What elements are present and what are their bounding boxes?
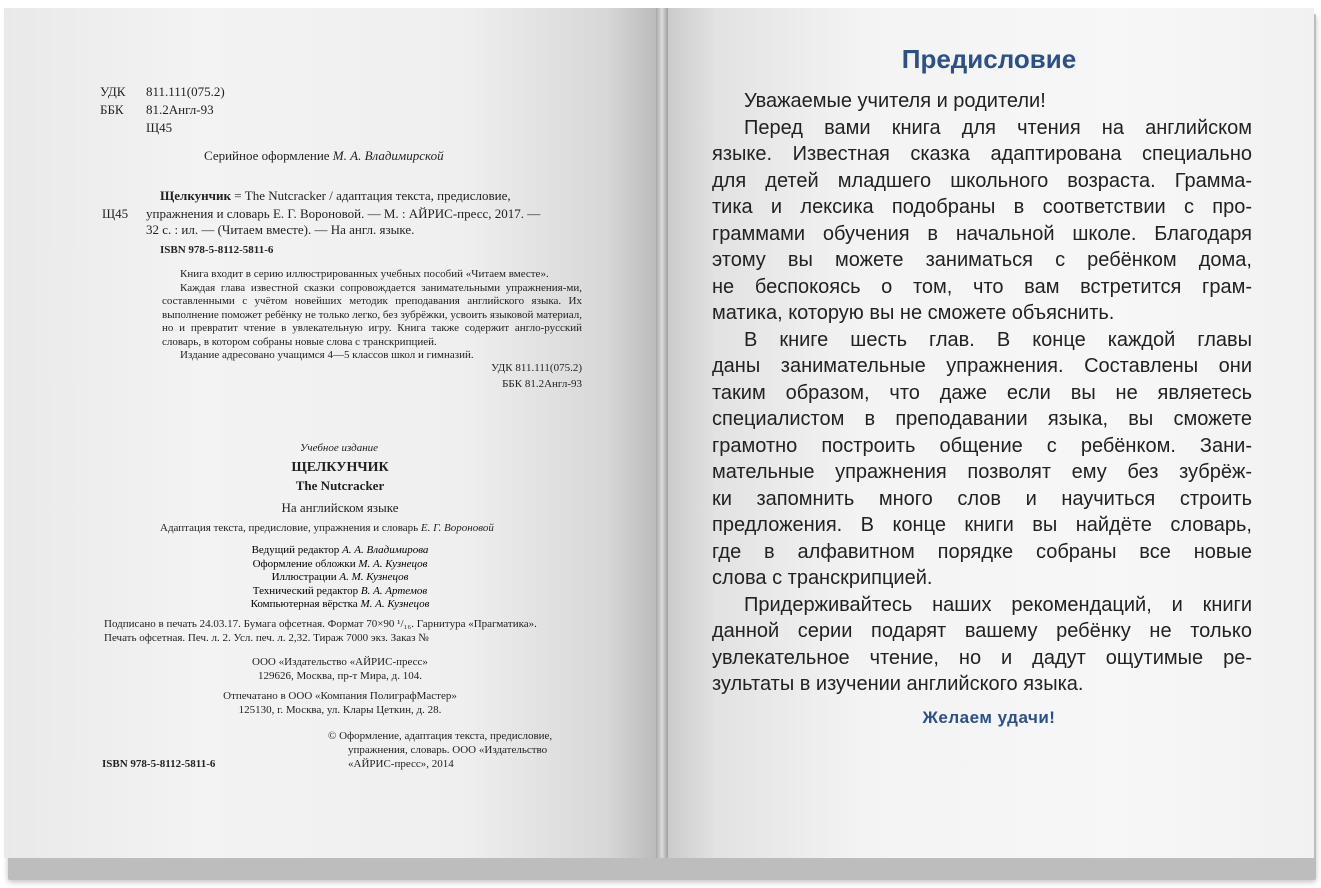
- preface-paragraph: [712, 88, 1252, 115]
- preface-line: ки запомнить много слов и научиться строить: [712, 487, 1252, 510]
- copyright-line-3: «АЙРИС-пресс», 2014: [348, 758, 454, 770]
- edition-type: Учебное издание: [300, 442, 379, 454]
- credit-name: В. А. Артемов: [360, 584, 428, 597]
- biblio-line-2: упражнения и словарь Е. Г. Вороновой. — М. : АЙРИС-пресс, 2017. —: [146, 206, 541, 221]
- book-spine: [656, 8, 668, 858]
- credit-name: А. М. Кузнецов: [339, 571, 409, 583]
- annotation-paragraph: Каждая глава известной сказки сопровождается занимательными упражнения-ми, составленными с учётом новейших методик преподавания английского языка. Их выполнение поможет ребёнку не только легко, без зубрёжки, усвоить языковой материал, но и превратит чтение в увлекательную игру. Книга также содержит англо-русский словарь, в котором собраны новые слова с транскрипцией.: [162, 281, 582, 348]
- udk-value: 811.111(075.2): [146, 84, 225, 99]
- language-note: На английском языке: [281, 500, 399, 515]
- preface-line: предложения. В конце книги вы найдёте словарь,: [712, 514, 1252, 536]
- biblio-line-3: 32 с. : ил. — (Читаем вместе). — На англ. языке.: [146, 222, 415, 237]
- adaptation-name: Е. Г. Вороновой: [420, 522, 494, 534]
- biblio-title: Щелкунчик: [160, 188, 231, 203]
- author-sign: Щ45: [146, 120, 173, 135]
- credit-role: Оформление обложки: [252, 557, 356, 570]
- credit-name: М. А. Кузнецов: [358, 557, 428, 570]
- preface-line: слова с транскрипцией.: [712, 567, 933, 589]
- credit-role: Ведущий редактор: [251, 544, 340, 556]
- preface-line: для детей младшего школьного возраста. Грамма-: [712, 169, 1252, 192]
- annotation-paragraph: Издание адресовано учащимся 4—5 классов школ и гимназий.: [180, 349, 474, 361]
- bbk-label: ББК: [100, 102, 124, 117]
- preface-body: [712, 88, 1252, 698]
- preface-line: матика, которую вы не сможете объяснить.: [712, 302, 1115, 324]
- preface-line: Уважаемые учителя и родители!: [744, 90, 1046, 112]
- publisher-address: 129626, Москва, пр-т Мира, д. 104.: [258, 670, 422, 682]
- biblio-line-1-rest: = The Nutcracker / адаптация текста, предисловие,: [234, 188, 511, 203]
- preface-line: не беспокоясь о том, что вам встретится грам-: [712, 275, 1252, 298]
- print-details-1: Подписано в печать 24.03.17. Бумага офсетная. Формат 70×90 ¹/₁₆. Гарнитура «Прагматика».: [104, 618, 537, 630]
- annotation: [162, 268, 582, 363]
- book-title-en: The Nutcracker: [295, 478, 385, 493]
- preface-line: зультаты в изучении английского языка.: [712, 673, 1084, 695]
- credit-line: [200, 544, 480, 558]
- adaptation-prefix: Адаптация текста, предисловие, упражнения и словарь: [160, 522, 419, 534]
- credit-name: М. А. Кузнецов: [360, 598, 430, 610]
- preface-paragraph: [712, 592, 1252, 698]
- annotation-paragraph: Книга входит в серию иллюстрированных учебных пособий «Читаем вместе».: [180, 268, 549, 280]
- preface-line: таким образом, что даже если вы не являетесь: [712, 381, 1252, 404]
- credit-line: [200, 598, 480, 612]
- isbn-top: ISBN 978-5-8112-5811-6: [160, 244, 274, 256]
- copyright-line-2: упражнения, словарь. ООО «Издательство: [348, 744, 548, 756]
- credit-role: Иллюстрации: [271, 571, 337, 583]
- bbk-value: 81.2Англ-93: [146, 102, 214, 117]
- closing-wish: Желаем удачи!: [922, 708, 1056, 727]
- printer-name: Отпечатано в ООО «Компания ПолиграфМастер»: [223, 690, 457, 702]
- preface-line: этому вы можете заниматься с ребёнком дома,: [712, 249, 1252, 271]
- preface-line: специалистом в преподавании языка, вы сможете: [712, 408, 1252, 430]
- print-details-2: Печать офсетная. Печ. л. 2. Усл. печ. л. 2,32. Тираж 7000 экз. Заказ №: [104, 632, 429, 644]
- preface-line: В книге шесть глав. В конце каждой главы: [744, 328, 1252, 351]
- preface-line: граммами обучения в начальной школе. Благодаря: [712, 222, 1252, 245]
- series-design-name: М. А. Владимирской: [332, 148, 444, 163]
- copyright-line-1: © Оформление, адаптация текста, предисловие,: [328, 730, 553, 742]
- preface-line: даны занимательные упражнения. Составлены они: [712, 355, 1252, 377]
- preface-line: Придерживайтесь наших рекомендаций, и книги: [744, 593, 1252, 616]
- credit-role: Компьютерная вёрстка: [250, 598, 358, 610]
- udk-label: УДК: [100, 84, 126, 99]
- printer-address: 125130, г. Москва, ул. Клары Цеткин, д. 28.: [238, 704, 442, 716]
- biblio-sign: Щ45: [102, 206, 129, 221]
- bbk-right: ББК 81.2Англ-93: [502, 378, 582, 390]
- credit-line: [200, 585, 480, 599]
- isbn-bottom: ISBN 978-5-8112-5811-6: [102, 758, 216, 770]
- udk-right: УДК 811.111(075.2): [491, 362, 582, 374]
- series-design-prefix: Серийное оформление: [204, 148, 330, 163]
- credits-list: [200, 544, 480, 612]
- preface-line: мательные упражнения позволят ему без зубрёж-: [712, 461, 1252, 483]
- preface-line: языке. Известная сказка адаптирована специально: [712, 143, 1252, 165]
- credit-line: [200, 571, 480, 585]
- credit-role: Технический редактор: [252, 584, 359, 597]
- credit-name: А. А. Владимирова: [342, 544, 429, 556]
- preface-paragraph: [712, 115, 1252, 327]
- preface-paragraph: [712, 327, 1252, 592]
- preface-line: Перед вами книга для чтения на английском: [744, 116, 1252, 139]
- preface-title: Предисловие: [901, 44, 1077, 74]
- preface-line: увлекательное чтение, но и дадут ощутимые ре-: [712, 646, 1252, 669]
- biblio-line-1: [160, 188, 511, 204]
- adaptation-line: [160, 522, 494, 536]
- preface-line: данной серии подарят вашему ребёнку не только: [712, 620, 1252, 642]
- book-title-ru: ЩЕЛКУНЧИК: [291, 460, 389, 475]
- preface-line: тика и лексика подобраны в соответствии с про-: [712, 196, 1252, 218]
- series-design: [204, 148, 444, 164]
- preface-line: грамотно построить общение с ребёнком. Зани-: [712, 434, 1252, 457]
- credit-line: [200, 558, 480, 572]
- publisher-name: ООО «Издательство «АЙРИС-пресс»: [252, 656, 428, 668]
- preface-line: где в алфавитном порядке собраны все новые: [712, 540, 1252, 563]
